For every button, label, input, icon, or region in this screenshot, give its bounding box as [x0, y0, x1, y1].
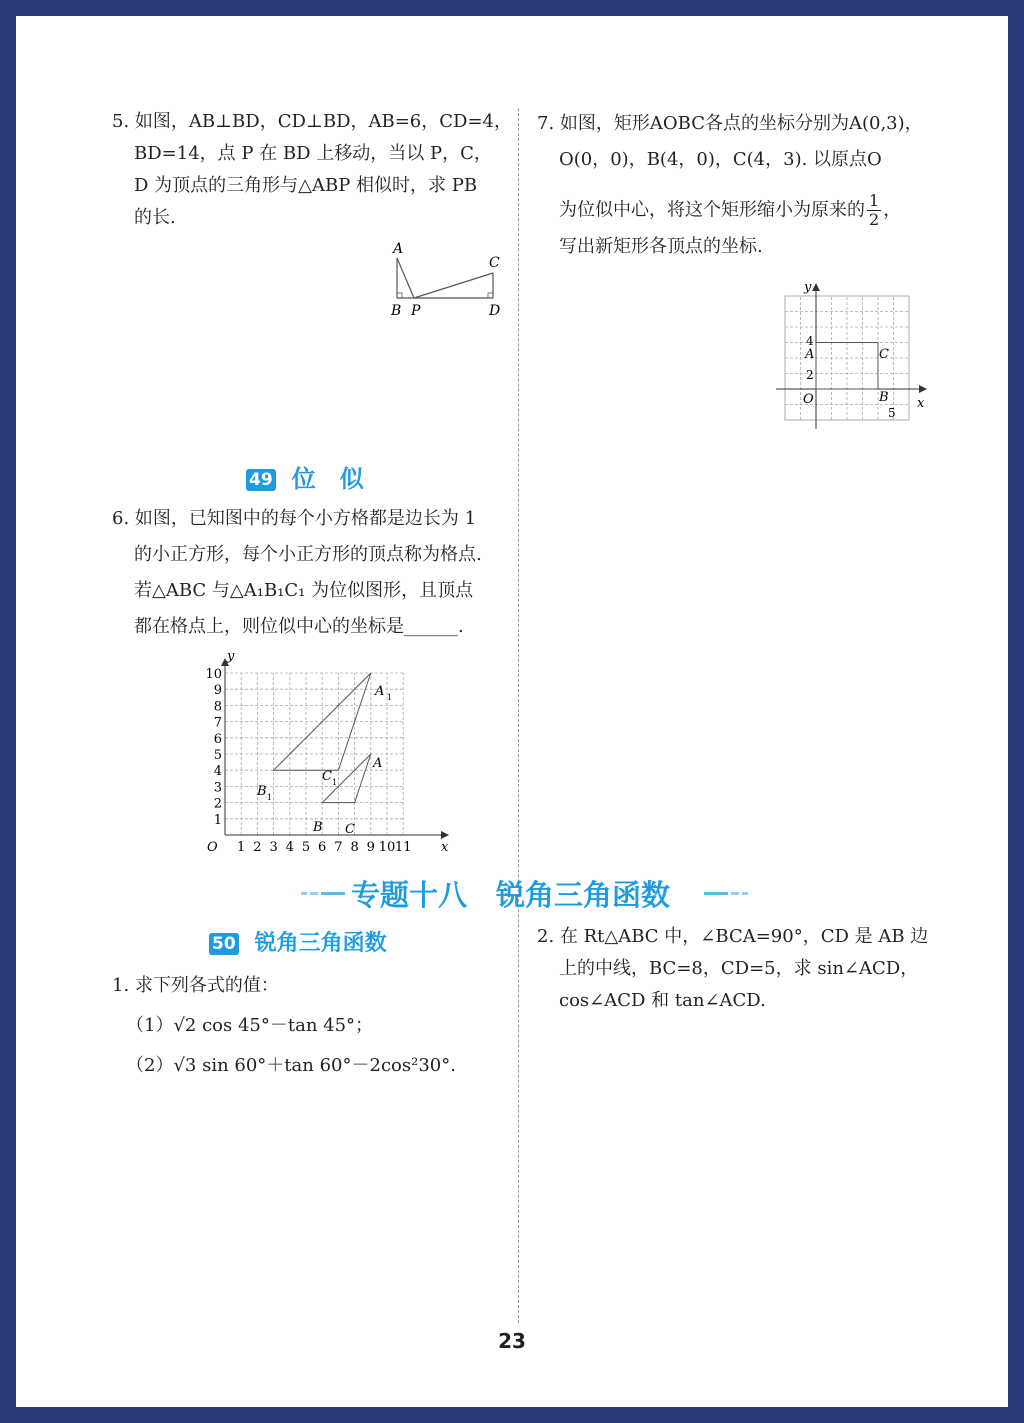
- section-50-badge: 50: [209, 933, 239, 955]
- q7-tick-5: 5: [888, 406, 896, 420]
- q5-line-4: 的长.: [134, 207, 176, 228]
- q7-grid-figure: [776, 281, 936, 431]
- q6-ytick-label: 10: [205, 667, 222, 682]
- q5-label-d: D: [489, 303, 501, 319]
- q6-label-a1: A: [375, 684, 385, 699]
- q5-label-p: P: [411, 303, 421, 319]
- q6-label-b1-sub: 1: [267, 793, 273, 802]
- question-7: [537, 106, 923, 265]
- q6-xtick-label: 3: [269, 840, 278, 855]
- page-number: 23: [498, 1329, 526, 1353]
- section-50-title: 锐角三角函数: [254, 931, 387, 956]
- q6-xtick-label: 1: [237, 840, 246, 855]
- q6-xtick-label: 9: [366, 840, 375, 855]
- q6-label-c1-sub: 1: [332, 778, 338, 787]
- q7-label-c: C: [879, 347, 889, 362]
- q6-axis-x: x: [441, 840, 449, 855]
- q7-axis-y: y: [804, 280, 812, 295]
- q6-line-4: 都在格点上，则位似中心的坐标是______.: [134, 616, 464, 637]
- column-divider: [518, 108, 519, 1323]
- q7-tick-2: 2: [806, 368, 814, 382]
- q6-line-2: 的小正方形，每个小正方形的顶点称为格点.: [134, 544, 482, 565]
- q6-ytick-label: 9: [213, 683, 222, 699]
- q2-line-1: 2. 在 Rt△ABC 中，∠BCA=90°，CD 是 AB 边: [537, 926, 929, 947]
- q6-xtick-label: 8: [350, 840, 359, 855]
- q7-line-3: [537, 192, 923, 229]
- q7-tick-4: 4: [806, 334, 814, 348]
- q5-label-c: C: [489, 255, 500, 271]
- q7-fraction: [867, 192, 881, 229]
- q5-line-3: D 为顶点的三角形与△ABP 相似时，求 PB: [134, 175, 478, 196]
- topic-title: 专题十八 锐角三角函数: [351, 878, 671, 912]
- q1-part-1: （1）√2 cos 45°－tan 45°；: [126, 1015, 374, 1036]
- q6-label-b1: B: [257, 784, 267, 799]
- q6-grid-figure: [201, 646, 461, 871]
- q1-part-2: （2）√3 sin 60°＋tan 60°－2cos²30°.: [126, 1055, 456, 1076]
- q6-ytick-label: 4: [213, 764, 222, 780]
- q7-line-4: 写出新矩形各顶点的坐标.: [559, 236, 763, 257]
- section-50-heading: [209, 926, 387, 957]
- q7-line-2: O(0，0)，B(4，0)，C(4，3). 以原点O: [559, 149, 882, 170]
- q7-line-3-end: ，: [883, 199, 902, 221]
- q7-label-a: A: [805, 347, 815, 362]
- q6-xtick-label: 4: [285, 840, 294, 855]
- q6-label-a1-sub: 1: [387, 693, 393, 702]
- q6-label-b: B: [313, 820, 323, 835]
- q6-xtick-label: 7: [334, 840, 343, 855]
- q7-axis-x: x: [917, 396, 925, 411]
- q6-line-1: 6. 如图，已知图中的每个小方格都是边长为 1: [112, 508, 477, 529]
- q6-xtick-label: 5: [301, 840, 311, 855]
- q5-figure: [386, 241, 516, 319]
- q7-fraction-denominator: 2: [869, 210, 880, 229]
- q6-label-a: A: [373, 756, 383, 771]
- q5-label-a: A: [393, 241, 404, 257]
- q5-line-2: BD=14，点 P 在 BD 上移动，当以 P，C，: [134, 143, 492, 164]
- section-49-title: 位 似: [291, 465, 364, 493]
- question-6: [112, 501, 482, 645]
- q6-ytick-label: 1: [213, 812, 222, 828]
- question-2: [537, 921, 928, 1017]
- q6-xtick-label: 6: [318, 840, 327, 855]
- q6-xtick-label: 2: [253, 840, 262, 855]
- q6-label-c1: C: [322, 769, 332, 784]
- section-49-heading: [246, 459, 364, 494]
- topic-decoration-right: [704, 888, 754, 900]
- q6-xtick-label: 10: [378, 840, 396, 855]
- section-49-badge: 49: [246, 469, 276, 491]
- q6-ytick-label: 8: [213, 699, 222, 715]
- topic-decoration-left: [301, 888, 351, 900]
- q6-label-c: C: [345, 822, 355, 837]
- q6-ytick-label: 3: [213, 780, 222, 796]
- q7-line-3-text: 为位似中心，将这个矩形缩小为原来的: [559, 199, 865, 221]
- q7-label-b: B: [879, 390, 889, 405]
- q6-axis-y: y: [227, 649, 235, 664]
- q6-ytick-label: 7: [213, 715, 222, 731]
- q7-fraction-numerator: 1: [869, 191, 880, 210]
- q6-ytick-label: 2: [213, 796, 222, 812]
- q6-xtick-label: 11: [394, 840, 412, 855]
- q7-line-1: 7. 如图，矩形AOBC各点的坐标分别为A(0,3)，: [537, 113, 923, 134]
- q2-line-2: 上的中线，BC=8，CD=5，求 sin∠ACD，: [559, 958, 919, 979]
- q1-line-1: 1. 求下列各式的值：: [112, 975, 279, 996]
- q6-ytick-label: 5: [213, 748, 222, 763]
- question-1: [112, 966, 456, 1086]
- q5-label-b: B: [391, 303, 402, 319]
- question-5: [112, 106, 512, 234]
- page: [16, 16, 1008, 1407]
- q2-line-3: cos∠ACD 和 tan∠ACD.: [559, 990, 766, 1011]
- q6-ytick-label: 6: [213, 731, 222, 747]
- q5-line-1: 5. 如图，AB⊥BD，CD⊥BD，AB=6，CD=4，: [112, 111, 512, 132]
- q6-line-3: 若△ABC 与△A₁B₁C₁ 为位似图形，且顶点: [134, 580, 474, 601]
- q6-label-o: O: [207, 840, 218, 855]
- q7-label-o: O: [803, 392, 814, 407]
